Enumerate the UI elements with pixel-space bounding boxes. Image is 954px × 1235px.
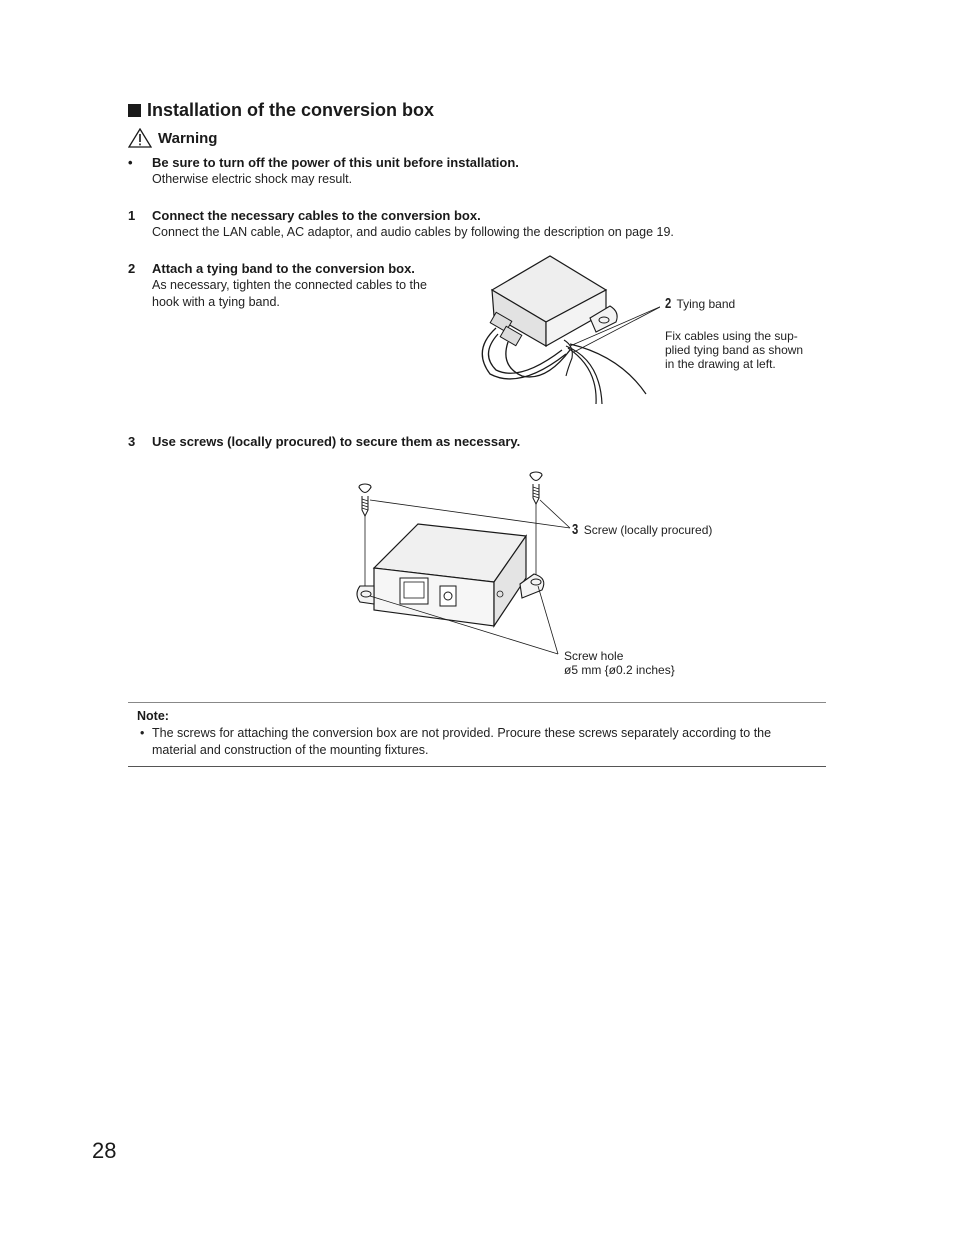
warning-bullet: • — [128, 155, 133, 170]
screw-mount-illustration — [350, 470, 580, 660]
warning-label: Warning — [158, 129, 218, 147]
figure-1-desc-line-2: plied tying band as shown — [665, 343, 804, 357]
step-1-text: Connect the LAN cable, AC adaptor, and audio cables by following the description on page 19. — [152, 225, 674, 239]
figure-1-desc-line-1: Fix cables using the sup- — [665, 329, 798, 343]
figure-2-callout-number: 3 — [572, 521, 579, 538]
tying-band-illustration — [470, 250, 660, 410]
screw-hole-label: Screw hole — [564, 649, 624, 663]
figure-2-callout — [572, 523, 712, 537]
step-2-title: Attach a tying band to the conversion box. — [152, 261, 415, 276]
warning-heading — [128, 128, 217, 148]
figure-2-callout-label: Screw (locally procured) — [583, 523, 713, 537]
step-3-title: Use screws (locally procured) to secure them as necessary. — [152, 434, 521, 449]
left-screw-icon — [359, 484, 371, 516]
figure-1-desc-line-3: in the drawing at left. — [665, 357, 776, 371]
right-screw-icon — [530, 472, 542, 504]
warning-item-bold: Be sure to turn off the power of this unit before installation. — [152, 155, 519, 170]
figure-1-callout — [665, 297, 735, 311]
square-bullet-icon — [128, 104, 141, 117]
warning-item-text: Otherwise electric shock may result. — [152, 172, 353, 186]
note-bullet: • — [140, 726, 145, 740]
screw-hole-size: ø5 mm {ø0.2 inches} — [564, 663, 675, 677]
page-number: 28 — [92, 1138, 117, 1163]
step-2-number: 2 — [128, 261, 136, 276]
step-1-title: Connect the necessary cables to the conversion box. — [152, 208, 481, 223]
note-line-2: material and construction of the mounting fixtures. — [152, 743, 429, 757]
figure-1-callout-label: Tying band — [676, 297, 736, 311]
note-line-1: The screws for attaching the conversion box are not provided. Procure these screws separately according to the — [152, 726, 772, 740]
step-2-text-line-1: As necessary, tighten the connected cables to the — [152, 278, 427, 292]
step-1-number: 1 — [128, 208, 136, 223]
figure-1-callout-number: 2 — [665, 295, 672, 312]
section-title — [128, 100, 434, 121]
step-3-number: 3 — [128, 434, 136, 449]
step-2-text-line-2: hook with a tying band. — [152, 295, 280, 309]
note-bottom-rule — [128, 766, 826, 767]
warning-triangle-icon — [128, 128, 152, 148]
note-title: Note: — [137, 709, 169, 723]
note-top-rule — [128, 702, 826, 703]
section-title-text: Installation of the conversion box — [147, 100, 435, 120]
